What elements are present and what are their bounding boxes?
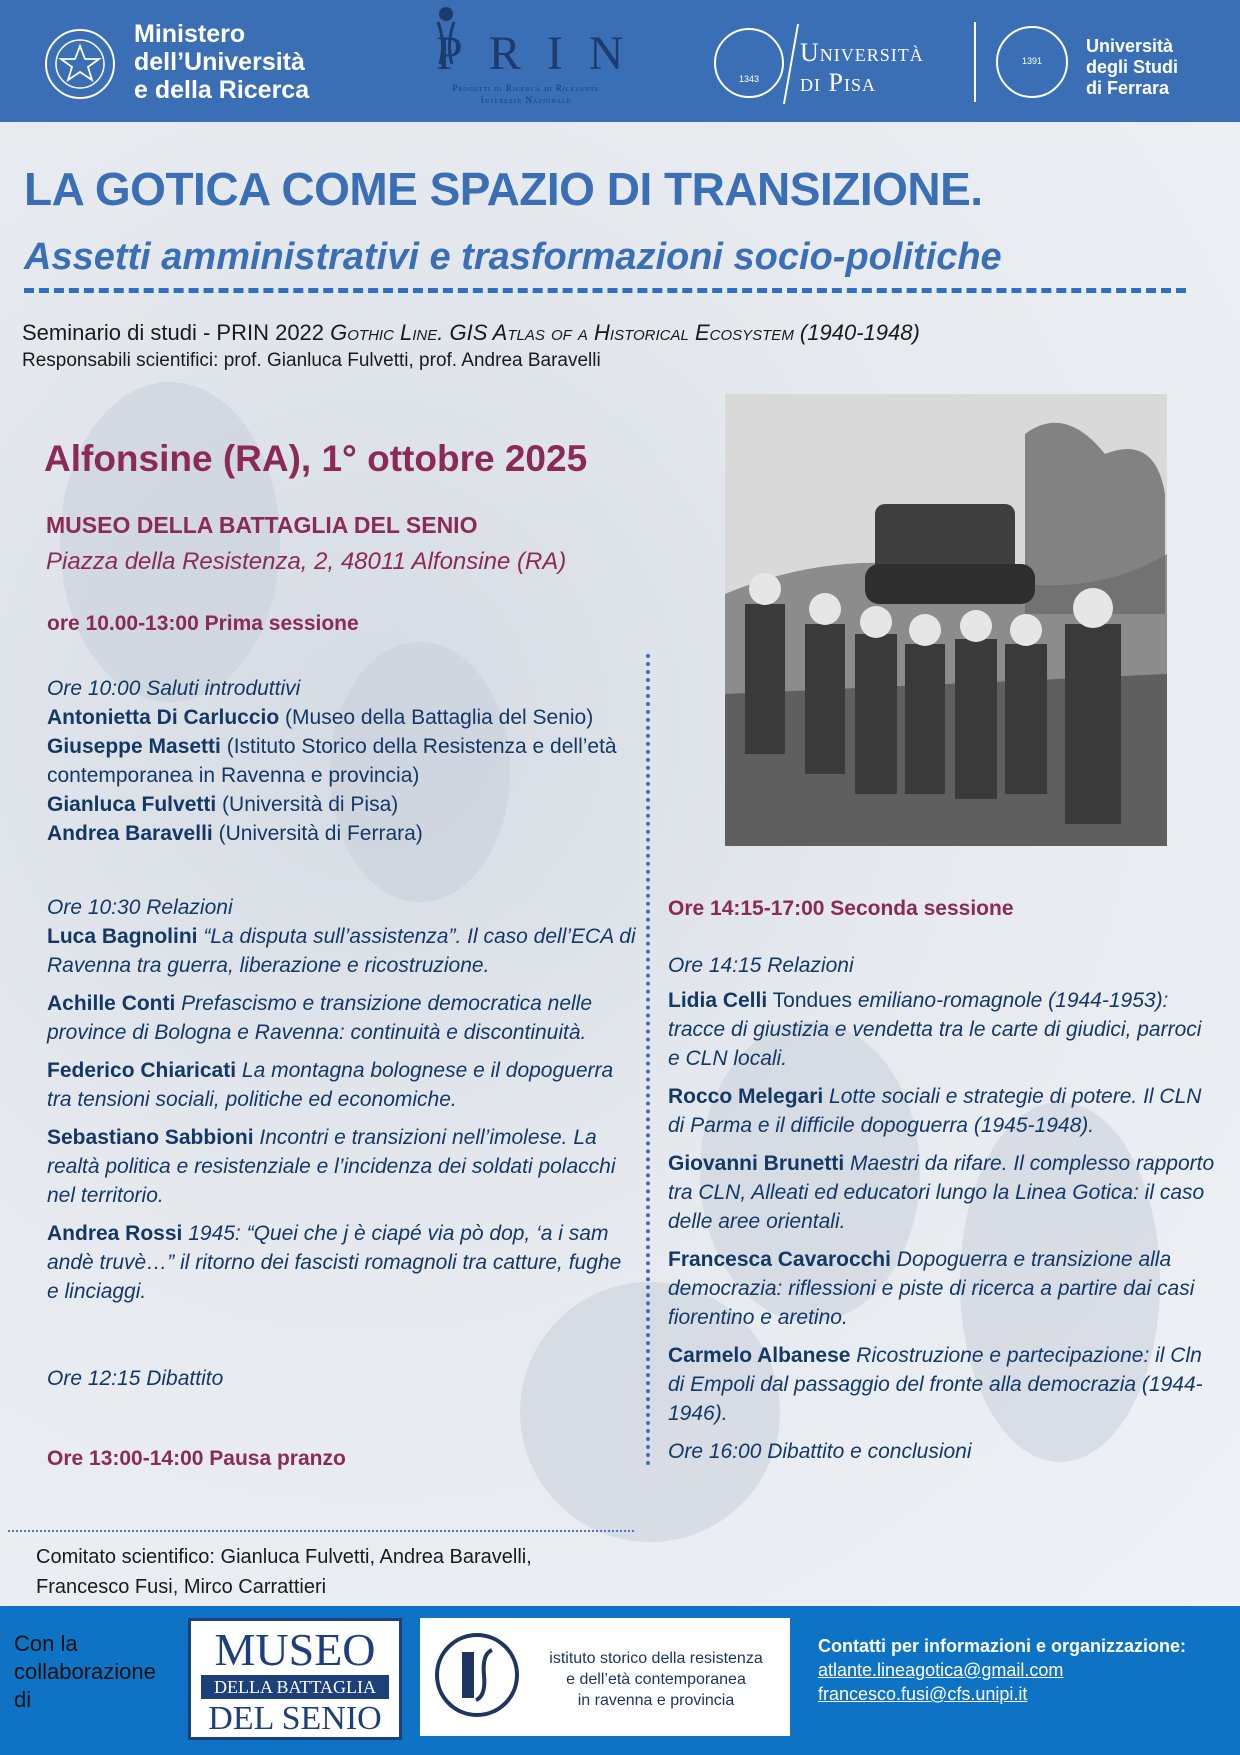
collab-line-3: di xyxy=(14,1687,32,1712)
greeting-item xyxy=(47,703,637,732)
rel1-time: Ore 10:30 Relazioni xyxy=(47,896,233,919)
talk-item xyxy=(668,1149,1216,1236)
afternoon-talks xyxy=(668,951,1216,1466)
talk-speaker: Rocco Melegari xyxy=(668,1085,824,1108)
talk-speaker: Achille Conti xyxy=(47,992,176,1015)
greet-time: Ore 10:00 Saluti introduttivi xyxy=(47,677,301,700)
talk-title: Dopoguerra e transizione alla democrazia: riflessioni e piste di ricerca a partire dai casi fiorentino e aretino. xyxy=(668,1248,1195,1329)
collab-line-1: Con la xyxy=(14,1631,78,1656)
talk-item xyxy=(47,989,637,1047)
pisa-name-line-1: Università xyxy=(800,38,924,67)
ferrara-seal-year: 1391 xyxy=(1021,56,1043,66)
seminar-line xyxy=(22,320,920,346)
greeting-item xyxy=(47,732,637,790)
talk-item xyxy=(47,922,637,980)
talk-item xyxy=(668,986,1216,1073)
greeting-name: Giuseppe Masetti xyxy=(47,735,221,758)
tank-and-children-photo xyxy=(725,394,1167,846)
collaboration-label xyxy=(14,1630,156,1714)
talk-speaker: Sebastiano Sabbioni xyxy=(47,1126,254,1149)
talk-item xyxy=(668,1341,1216,1428)
museo-logo-line-3: DEL SENIO xyxy=(208,1700,382,1737)
lunch-break: Ore 13:00-14:00 Pausa pranzo xyxy=(47,1447,346,1470)
talk-title: Ricostruzione e partecipazione: il Cln di Empoli dal passaggio del fronte alla democrazia (1944-1946). xyxy=(668,1344,1203,1425)
place-date: Alfonsine (RA), 1° ottobre 2025 xyxy=(44,438,588,479)
prin-subtitle: Progetti di Ricerca di Rilevante Interesse Nazionale xyxy=(452,83,600,105)
seminar-years: (1940-1948) xyxy=(793,320,920,345)
greeting-name: Antonietta Di Carluccio xyxy=(47,706,280,729)
venue-name: MUSEO DELLA BATTAGLIA DEL SENIO xyxy=(46,512,478,538)
pisa-seal-icon xyxy=(714,28,784,98)
pisa-divider xyxy=(783,24,799,104)
debate-1: Ore 12:15 Dibattito xyxy=(47,1367,224,1390)
responsabili: Responsabili scientifici: prof. Gianluca Fulvetti, prof. Andrea Baravelli xyxy=(22,350,601,371)
talk-title: emiliano-romagnole (1944-1953): tracce di giustizia e vendetta tra le carte di giudici, parroci e CLN locali. xyxy=(668,989,1202,1070)
email-link-1[interactable]: atlante.lineagotica@gmail.com xyxy=(818,1660,1064,1680)
historic-photo xyxy=(725,394,1167,846)
talk-item xyxy=(668,1245,1216,1332)
collab-line-2: collaborazione xyxy=(14,1659,156,1684)
talk-speaker: Andrea Rossi xyxy=(47,1222,183,1245)
morning-program xyxy=(47,674,637,848)
ministry-line-2: dell’Università xyxy=(134,48,305,76)
greeting-name: Gianluca Fulvetti xyxy=(47,793,217,816)
talk-title: Prefascismo e transizione democratica nelle province di Bologna e Ravenna: continuità e discontinuità. xyxy=(47,992,593,1044)
session-1-heading: ore 10.00-13:00 Prima sessione xyxy=(47,612,359,635)
ferrara-name-line-1: Università xyxy=(1086,36,1174,56)
talk-speaker: Luca Bagnolini xyxy=(47,925,198,948)
seminar-project: Gothic Line. GIS Atlas of a Historical Ecosystem xyxy=(330,320,794,345)
comitato-line-1: Comitato scientifico: Gianluca Fulvetti, Andrea Baravelli, xyxy=(36,1546,532,1568)
rel2-time: Ore 14:15 Relazioni xyxy=(668,954,854,977)
talk-speaker: Lidia Celli xyxy=(668,989,768,1012)
talk-speaker: Giovanni Brunetti xyxy=(668,1152,845,1175)
talk-title: 1945: “Quei che j è ciapé via pò dop, ‘a i sam andè truvè…” il ritorno dei fascisti romagnoli tra catture, fughe e linciaggi. xyxy=(47,1222,622,1303)
column-divider xyxy=(646,654,650,1466)
greeting-affiliation: (Istituto Storico della Resistenza e dell’età contemporanea in Ravenna e provincia) xyxy=(47,735,617,787)
talk-speaker: Francesca Cavarocchi xyxy=(668,1248,891,1271)
header-divider xyxy=(974,22,976,102)
talk-item xyxy=(47,1056,637,1114)
seminar-prefix: Seminario di studi - PRIN 2022 xyxy=(22,320,331,345)
museo-logo-line-1: MUSEO xyxy=(214,1624,376,1675)
isr-line-2: e dell’età contemporanea xyxy=(566,1671,746,1688)
talk-title: “La disputa sull’assistenza”. Il caso dell’ECA di Ravenna tra guerra, liberazione e ricostruzione. xyxy=(47,925,636,977)
talk-title: La montagna bolognese e il dopoguerra tra tensioni sociali, politiche ed economiche. xyxy=(47,1059,614,1111)
isr-line-1: istituto storico della resistenza xyxy=(549,1650,763,1667)
ministry-line-3: e della Ricerca xyxy=(134,76,310,104)
talk-title: Maestri da rifare. Il complesso rapporto tra CLN, Alleati ed educatori lungo la Linea Gotica: il caso delle aree orientali. xyxy=(668,1152,1215,1233)
republic-emblem-icon xyxy=(42,24,118,106)
pisa-seal-year: 1343 xyxy=(738,74,760,84)
museo-logo xyxy=(188,1618,402,1740)
subtitle: Assetti amministrativi e trasformazioni socio-politiche xyxy=(24,236,1002,278)
greeting-name: Andrea Baravelli xyxy=(47,822,213,845)
talk-title: Incontri e transizioni nell’imolese. La realtà politica e resistenziale e l’incidenza dei soldati polacchi nel territorio. xyxy=(47,1126,616,1207)
pisa-name-line-2: di Pisa xyxy=(800,68,876,97)
greeting-affiliation: (Università di Ferrara) xyxy=(212,822,423,845)
museo-logo-line-2: DELLA BATTAGLIA xyxy=(201,1675,389,1699)
morning-talks xyxy=(47,893,637,1315)
comitato-rule xyxy=(8,1530,634,1532)
comitato-scientifico xyxy=(36,1542,532,1602)
greeting-affiliation: (Università di Pisa) xyxy=(216,793,399,816)
prin-logo: PRIN xyxy=(436,27,650,80)
talk-item xyxy=(47,1123,637,1210)
talk-item xyxy=(47,1219,637,1306)
email-link-2[interactable]: francesco.fusi@cfs.unipi.it xyxy=(818,1684,1028,1704)
ferrara-seal-icon xyxy=(996,26,1068,98)
comitato-line-2: Francesco Fusi, Mirco Carrattieri xyxy=(36,1576,327,1598)
isr-logo xyxy=(420,1618,790,1736)
contacts-title: Contatti per informazioni e organizzazione: xyxy=(818,1636,1187,1656)
greeting-affiliation: (Museo della Battaglia del Senio) xyxy=(279,706,594,729)
ferrara-name-line-2: degli Studi xyxy=(1086,57,1178,77)
greeting-item xyxy=(47,790,637,819)
contacts xyxy=(818,1634,1186,1706)
main-title: LA GOTICA COME SPAZIO DI TRANSIZIONE. xyxy=(24,163,983,215)
talk-item xyxy=(668,1082,1216,1140)
greeting-item xyxy=(47,819,637,848)
isr-emblem-icon xyxy=(432,1630,522,1720)
talk-title: Lotte sociali e strategie di potere. Il CLN di Parma e il difficile dopoguerra (1945-1948). xyxy=(668,1085,1202,1137)
closing: Ore 16:00 Dibattito e conclusioni xyxy=(668,1440,972,1463)
venue-address: Piazza della Resistenza, 2, 48011 Alfonsine (RA) xyxy=(46,548,567,575)
ferrara-name-line-3: di Ferrara xyxy=(1086,78,1170,98)
talk-title-plain: Tondues xyxy=(767,989,853,1012)
session-2-heading: Ore 14:15-17:00 Seconda sessione xyxy=(668,897,1014,920)
ministry-line-1: Ministero xyxy=(134,20,246,48)
isr-line-3: in ravenna e provincia xyxy=(577,1692,735,1709)
talk-speaker: Federico Chiaricati xyxy=(47,1059,237,1082)
title-dashed-rule xyxy=(24,288,1186,293)
talk-speaker: Carmelo Albanese xyxy=(668,1344,851,1367)
header-bar xyxy=(0,0,1240,122)
